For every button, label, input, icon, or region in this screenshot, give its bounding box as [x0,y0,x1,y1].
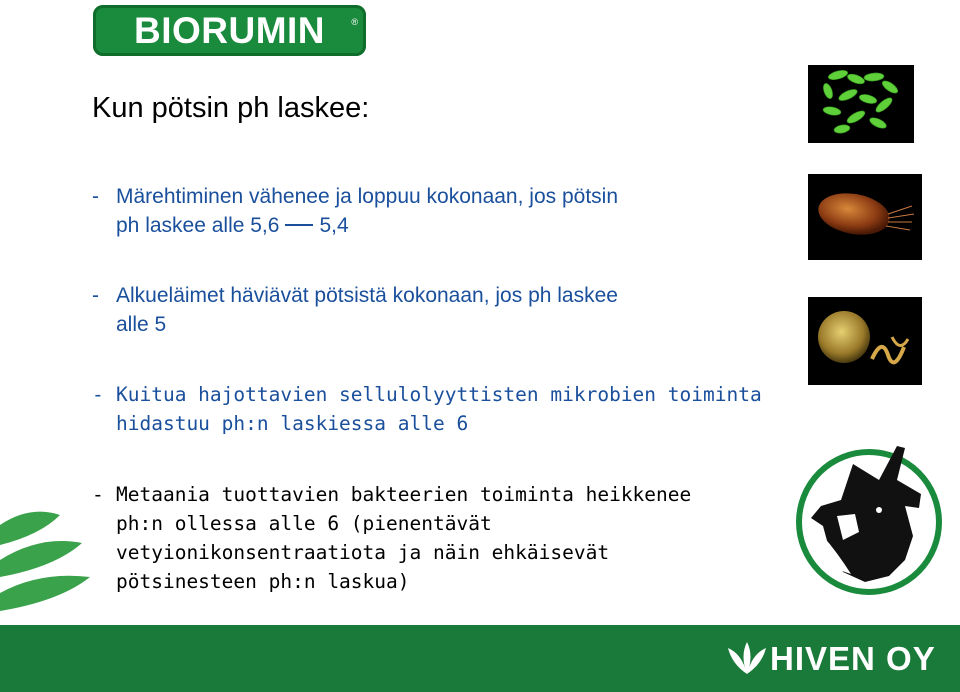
bullet-line-part: 5,4 [319,214,349,237]
bullet-line: Metaania tuottavien bakteerien toiminta heikkenee [116,483,692,506]
bullet-dash: - [92,284,99,307]
bullet-dash: - [92,185,99,208]
bullet-line: hidastuu ph:n laskiessa alle 6 [116,412,469,435]
bullet-dash: - [92,483,104,506]
logo-registered-mark: ® [351,17,358,27]
bullet-line: ph:n ollessa alle 6 (pienentävät [116,512,492,535]
bullet-item [92,182,618,240]
logo-text: BIORUMIN [133,9,326,51]
bullet-line: vetyionikonsentraatiota ja näin ehkäisevät [116,541,610,564]
bullet-dash: - [92,383,104,406]
bullet-line [116,211,618,240]
protozoa-image [808,174,922,260]
biorumin-logo [93,5,366,56]
hiven-logo-text: HIVEN OY [770,640,936,677]
range-dash [285,224,313,226]
bullet-line: Märehtiminen vähenee ja loppuu kokonaan, jos pötsin [116,185,619,208]
leaves-decoration-icon [0,505,95,630]
bullet-line-part: ph laskee alle 5,6 [116,214,280,237]
bullet-line: Alkueläimet häviävät pötsistä kokonaan, jos ph laskee [116,284,618,307]
cow-logo-icon [793,436,945,596]
bacteria-image [808,65,914,143]
bullet-item [92,380,762,438]
ciliate-image [808,297,922,385]
bullet-line: Kuitua hajottavien sellulolyyttisten mikrobien toiminta [116,383,762,406]
bullet-line: pötsinesteen ph:n laskua) [116,570,410,593]
slide-title: Kun pötsin ph laskee: [92,92,370,124]
bullet-line: alle 5 [116,313,167,336]
bullet-item [92,281,618,339]
bullet-item [92,480,691,596]
hiven-leaf-icon [726,640,768,676]
